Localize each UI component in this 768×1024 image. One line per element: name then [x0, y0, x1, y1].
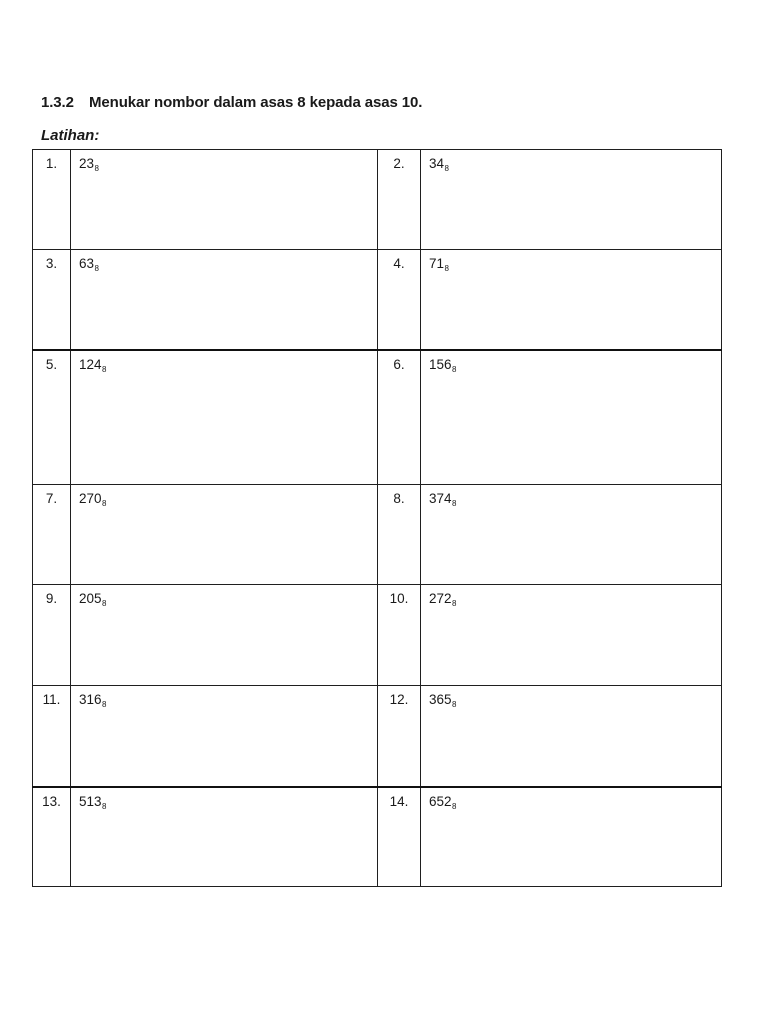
base-subscript: 8 — [102, 599, 107, 608]
base-subscript: 8 — [102, 700, 107, 709]
answer-cell[interactable] — [71, 350, 378, 485]
octal-number: 652 — [429, 793, 452, 809]
table-row — [33, 250, 722, 350]
question-number: 2. — [378, 150, 421, 250]
base-subscript: 8 — [102, 364, 107, 374]
base-subscript: 8 — [444, 264, 449, 273]
answer-cell[interactable] — [71, 150, 378, 250]
answer-cell[interactable] — [71, 485, 378, 585]
exercise-subheading: Latihan: — [41, 127, 100, 144]
octal-number: 513 — [79, 793, 102, 809]
octal-number: 365 — [429, 692, 452, 707]
table-row — [33, 686, 722, 787]
octal-number: 374 — [429, 491, 452, 506]
octal-number: 205 — [79, 591, 102, 606]
table-row — [33, 787, 722, 887]
base-subscript: 8 — [452, 364, 457, 374]
base-subscript: 8 — [102, 499, 107, 508]
octal-number: 316 — [79, 692, 102, 707]
question-number: 14. — [378, 787, 421, 887]
answer-cell[interactable] — [421, 350, 722, 485]
answer-cell[interactable] — [71, 250, 378, 350]
question-number: 5. — [33, 350, 71, 485]
answer-cell[interactable] — [421, 787, 722, 887]
octal-number: 156 — [429, 356, 452, 372]
table-row — [33, 585, 722, 686]
octal-number: 63 — [79, 256, 95, 271]
answer-cell[interactable] — [71, 585, 378, 686]
question-number: 4. — [378, 250, 421, 350]
section-number: 1.3.2 — [41, 94, 74, 111]
base-subscript: 8 — [452, 801, 457, 811]
base-subscript: 8 — [452, 599, 457, 608]
table-row — [33, 485, 722, 585]
question-number: 9. — [33, 585, 71, 686]
question-number: 8. — [378, 485, 421, 585]
table-row — [33, 150, 722, 250]
octal-number: 34 — [429, 156, 445, 171]
question-number: 11. — [33, 686, 71, 787]
question-number: 12. — [378, 686, 421, 787]
exercise-table — [32, 149, 722, 887]
base-subscript: 8 — [452, 499, 457, 508]
base-subscript: 8 — [94, 164, 99, 173]
answer-cell[interactable] — [421, 686, 722, 787]
answer-cell[interactable] — [421, 485, 722, 585]
question-number: 6. — [378, 350, 421, 485]
base-subscript: 8 — [94, 264, 99, 273]
octal-number: 272 — [429, 591, 452, 606]
base-subscript: 8 — [102, 801, 107, 811]
answer-cell[interactable] — [71, 686, 378, 787]
table-row — [33, 350, 722, 485]
question-number: 10. — [378, 585, 421, 686]
octal-number: 23 — [79, 156, 95, 171]
answer-cell[interactable] — [421, 150, 722, 250]
question-number: 7. — [33, 485, 71, 585]
octal-number: 270 — [79, 491, 102, 506]
octal-number: 124 — [79, 356, 102, 372]
question-number: 1. — [33, 150, 71, 250]
answer-cell[interactable] — [421, 250, 722, 350]
question-number: 3. — [33, 250, 71, 350]
octal-number: 71 — [429, 256, 445, 271]
section-title: Menukar nombor dalam asas 8 kepada asas 10. — [89, 94, 423, 111]
question-number: 13. — [33, 787, 71, 887]
section-heading — [41, 94, 422, 111]
base-subscript: 8 — [444, 164, 449, 173]
answer-cell[interactable] — [421, 585, 722, 686]
base-subscript: 8 — [452, 700, 457, 709]
answer-cell[interactable] — [71, 787, 378, 887]
